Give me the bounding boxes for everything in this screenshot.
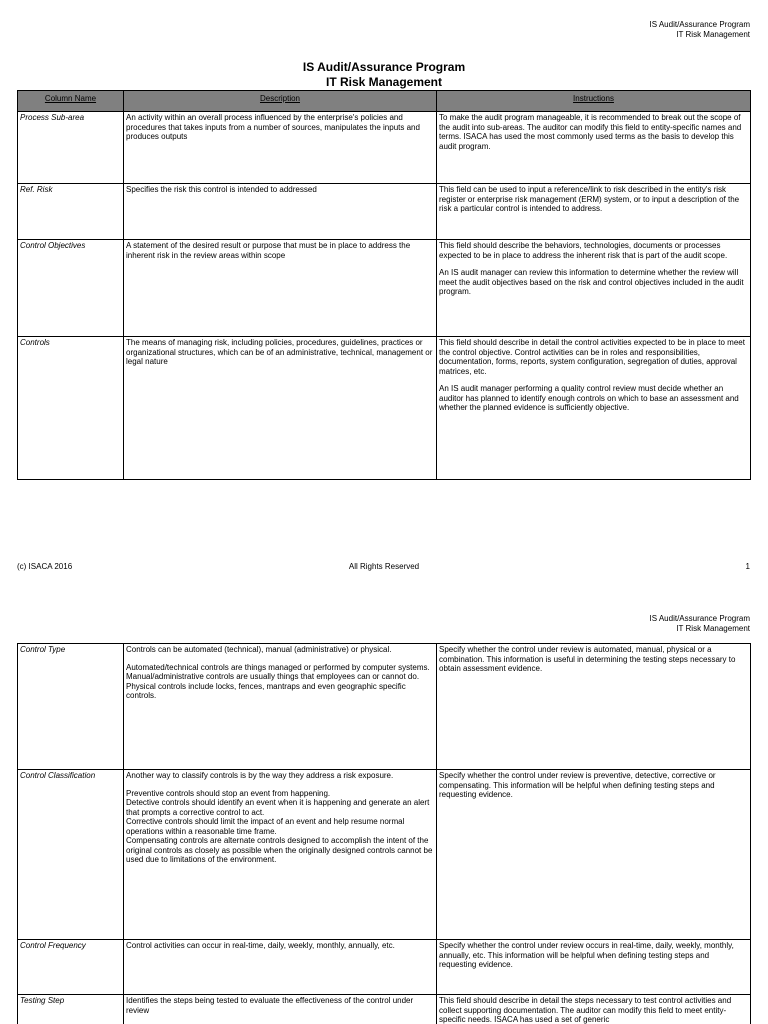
row-name: Control Frequency [18,940,124,995]
row-instructions [437,240,751,337]
row-instructions [437,940,751,995]
column-header-instructions: Instructions [437,91,751,112]
table-row [18,995,751,1024]
page-title [0,60,768,90]
footer-page-number: 1 [745,562,750,571]
table-header-row [18,91,751,112]
row-name: Control Classification [18,770,124,940]
table-row [18,644,751,770]
description-text: The means of managing risk, including policies, procedures, guidelines, practices or organizational structures, which can be of an administrative, technical, management or legal nature [126,338,433,366]
footer-copyright: (c) ISACA 2016 [17,562,73,571]
instructions-text: Specify whether the control under review is automated, manual, physical or a combination. This information is useful in determining the testing steps necessary to obtain assessment evidence. [439,645,736,673]
row-description [124,184,437,240]
row-instructions [437,112,751,184]
description-text: Control activities can occur in real-time, daily, weekly, monthly, annually, etc. [126,941,395,950]
description-text: A statement of the desired result or purpose that must be in place to address the inherent risk in the review areas within scope [126,241,411,260]
instructions-text: Specify whether the control under review is preventive, detective, corrective or compensating. This information will be helpful when defining testing steps and requesting evidence. [439,771,716,799]
header-subject: IT Risk Management [676,30,750,39]
description-text: Automated/technical controls are things managed or performed by computer systems. [126,662,430,672]
instructions-text: An IS audit manager performing a quality control review must decide whether an auditor has planned to identify enough controls on which to base an assessment and whether the planned evidence is sufficiently objective. [439,384,739,412]
instructions-text: Specify whether the control under review occurs in real-time, daily, weekly, monthly, annually, etc. This information will be helpful when defining testing steps and requesting evidence. [439,941,734,969]
header-subject: IT Risk Management [676,624,750,633]
column-definitions-table-continued [17,643,751,1024]
description-text: Physical controls include locks, fences, mantraps and even geographic specific controls. [126,681,406,700]
row-instructions [437,644,751,770]
table-row [18,770,751,940]
page-2 [0,590,768,1024]
row-description [124,337,437,480]
column-header-description: Description [124,91,437,112]
header-program: IS Audit/Assurance Program [649,20,750,29]
row-name: Testing Step [18,995,124,1024]
row-name: Process Sub-area [18,112,124,184]
instructions-text: This field should describe the behaviors, technologies, documents or processes expected to be in place to address the inherent risk that is part of the audit scope. [439,241,728,260]
row-instructions [437,337,751,480]
row-description [124,240,437,337]
instructions-text: This field can be used to input a reference/link to risk described in the entity's risk register or enterprise risk management (ERM) system, or to input a description of the risk a particular control is intended to address. [439,185,740,213]
row-instructions [437,770,751,940]
row-description [124,940,437,995]
table-row [18,112,751,184]
table-row [18,184,751,240]
title-subject: IT Risk Management [325,75,443,89]
row-description [124,112,437,184]
row-name: Ref. Risk [18,184,124,240]
table-row [18,337,751,480]
table-row [18,940,751,995]
row-name: Controls [18,337,124,480]
row-description [124,770,437,940]
table-row [18,240,751,337]
row-description [124,644,437,770]
footer-rights: All Rights Reserved [348,562,420,571]
description-text: Another way to classify controls is by the way they address a risk exposure. [126,771,394,780]
description-text: Detective controls should identify an event when it is happening and generate an alert that prompts a corrective control to act. [126,798,430,817]
description-text: An activity within an overall process influenced by the enterprise's policies and procedures that takes inputs from a number of sources, manipulates the inputs and produces outputs [126,113,420,141]
row-name: Control Objectives [18,240,124,337]
column-header-name: Column Name [18,91,124,112]
description-text: Specifies the risk this control is intended to addressed [126,185,317,194]
description-text: Identifies the steps being tested to evaluate the effectiveness of the control under review [126,996,414,1015]
description-text: Manual/administrative controls are usually things that employees can or cannot do. [126,672,420,681]
header-program: IS Audit/Assurance Program [649,614,750,623]
instructions-text: To make the audit program manageable, it is recommended to break out the scope of the audit into sub-areas. The auditor can modify this field to entity-specific names and terms. ISACA has used the most commonly used terms as the basis to develop this audit program. [439,113,742,151]
description-text: Corrective controls should limit the impact of an event and help resume normal operations within a reasonable time frame. [126,817,405,836]
running-header [650,20,751,40]
instructions-text: This field should describe in detail the control activities expected to be in place to meet the control objective. Control activities can be in roles and responsibilities, documentation, forms, reports, system configuration, segregation of duties, approval matrices, etc. [439,338,745,376]
title-program: IS Audit/Assurance Program [302,60,466,74]
column-definitions-table [17,90,751,480]
instructions-text: An IS audit manager can review this information to determine whether the review will meet the audit objectives based on the risk and control objectives included in the audit program. [439,268,744,296]
row-name: Control Type [18,644,124,770]
row-description [124,995,437,1024]
instructions-text: This field should describe in detail the steps necessary to test control activities and collect supporting documentation. The auditor can modify this field to meet entity-specific needs. ISACA has used a set of generic [439,996,732,1024]
row-instructions [437,184,751,240]
description-text: Controls can be automated (technical), manual (administrative) or physical. [126,645,392,654]
row-instructions [437,995,751,1024]
running-header [650,614,751,634]
description-text: Preventive controls should stop an event from happening. [126,788,331,798]
description-text: Compensating controls are alternate controls designed to accomplish the intent of the original controls as closely as possible when the originally designed controls cannot be used due to limitations of the environment. [126,836,433,864]
